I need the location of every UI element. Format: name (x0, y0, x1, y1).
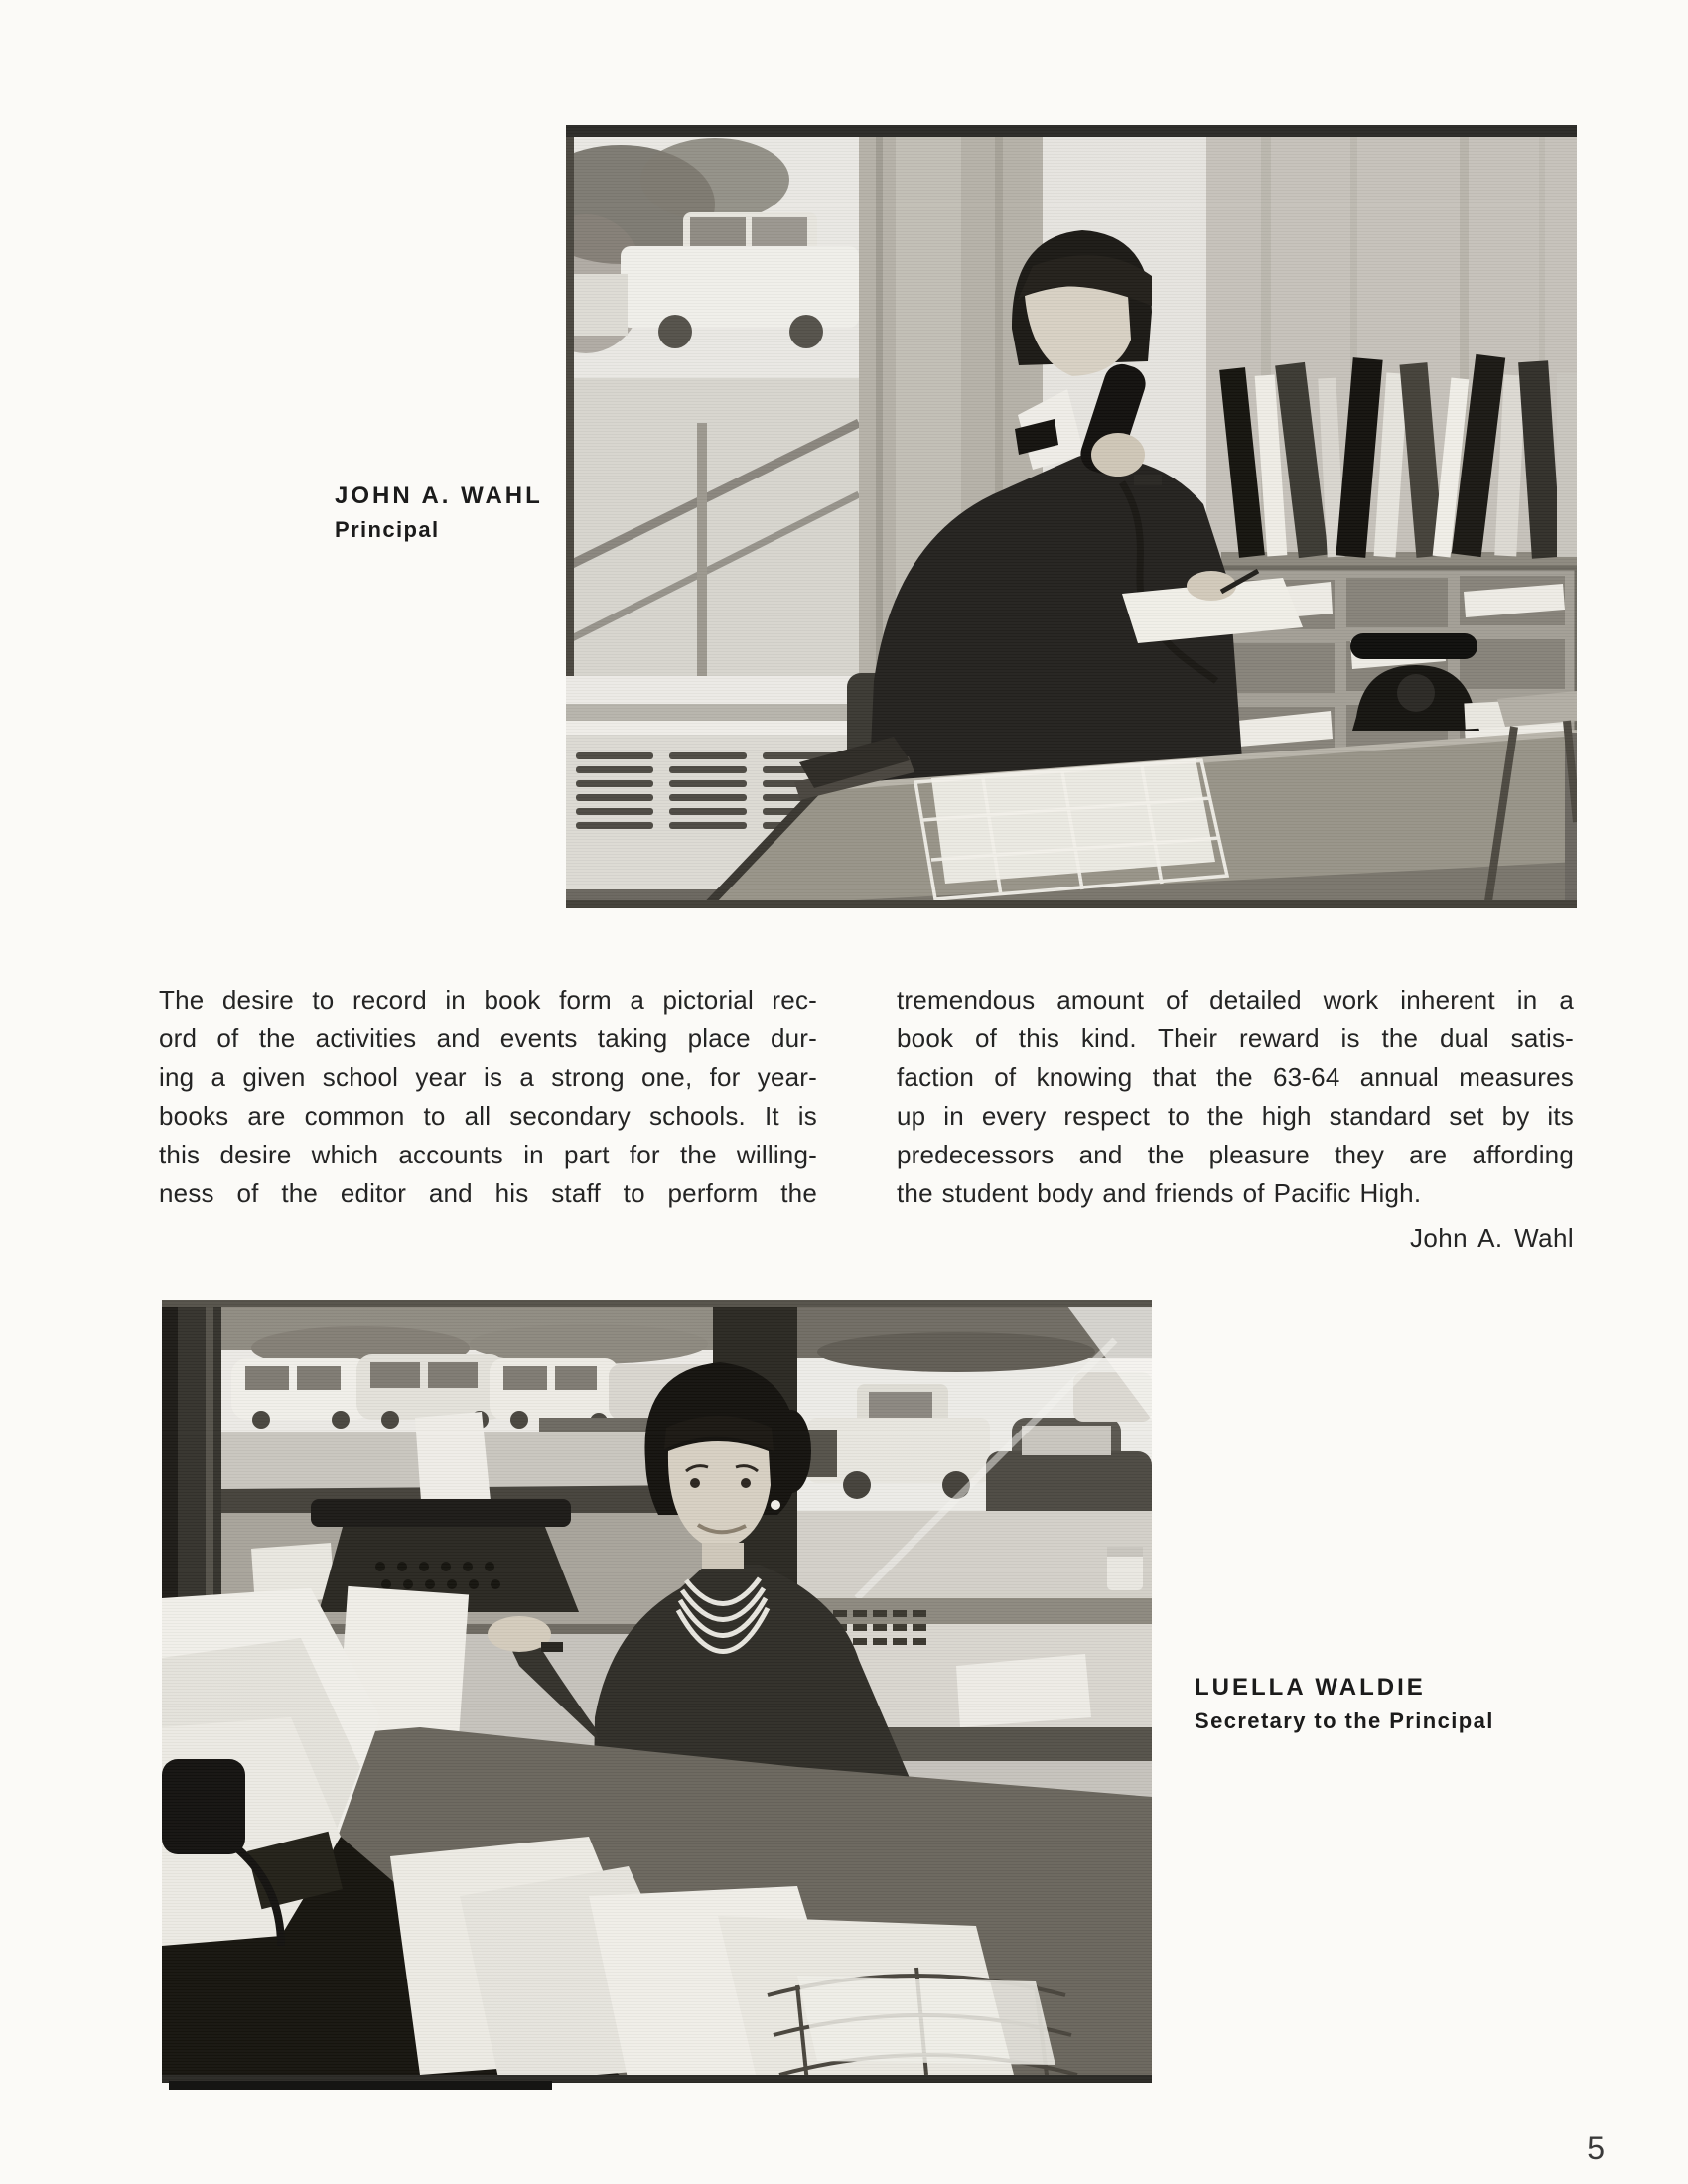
secretary-caption (1195, 1672, 1494, 1736)
body-text-line: faction of knowing that the 63-64 annual measures (897, 1062, 1574, 1092)
body-text-line: book of this kind. Their reward is the dual satis- (897, 1024, 1574, 1053)
secretary-photo (162, 1300, 1152, 2083)
body-text-line: the student body and friends of Pacific High. (897, 1178, 1422, 1208)
body-text-line: predecessors and the pleasure they are affording (897, 1140, 1574, 1169)
principal-caption-name: JOHN A. WAHL (335, 482, 543, 509)
page-number: 5 (1587, 2130, 1605, 2166)
body-text-line: books are common to all secondary schools. It is (159, 1101, 817, 1131)
secretary-photo-illustration (162, 1300, 1152, 2083)
right-window (797, 1306, 1152, 1600)
body-column-right (897, 981, 1574, 1213)
body-column-left (159, 981, 817, 1213)
body-text-line: tremendous amount of detailed work inherent in a (897, 985, 1574, 1015)
body-text-line: up in every respect to the high standard set by its (897, 1101, 1574, 1131)
principal-photo-illustration (566, 125, 1577, 908)
window-scene (566, 137, 864, 736)
body-text-line: ing a given school year is a strong one, for year- (159, 1062, 817, 1092)
secretary-caption-name: LUELLA WALDIE (1195, 1674, 1426, 1701)
body-text-line: The desire to record in book form a pictorial rec- (159, 985, 817, 1015)
scan-artifact-bar (169, 2081, 552, 2090)
principal-caption-title: Principal (335, 517, 440, 542)
secretary-caption-title: Secretary to the Principal (1195, 1708, 1494, 1733)
attribution-signature: John A. Wahl (1409, 1223, 1574, 1253)
body-text-line: ord of the activities and events taking place dur- (159, 1024, 817, 1053)
principal-caption (335, 480, 543, 545)
body-text-line: this desire which accounts in part for the willing- (159, 1140, 817, 1169)
body-text-line: ness of the editor and his staff to perform the (159, 1178, 817, 1208)
principal-photo (566, 125, 1577, 908)
